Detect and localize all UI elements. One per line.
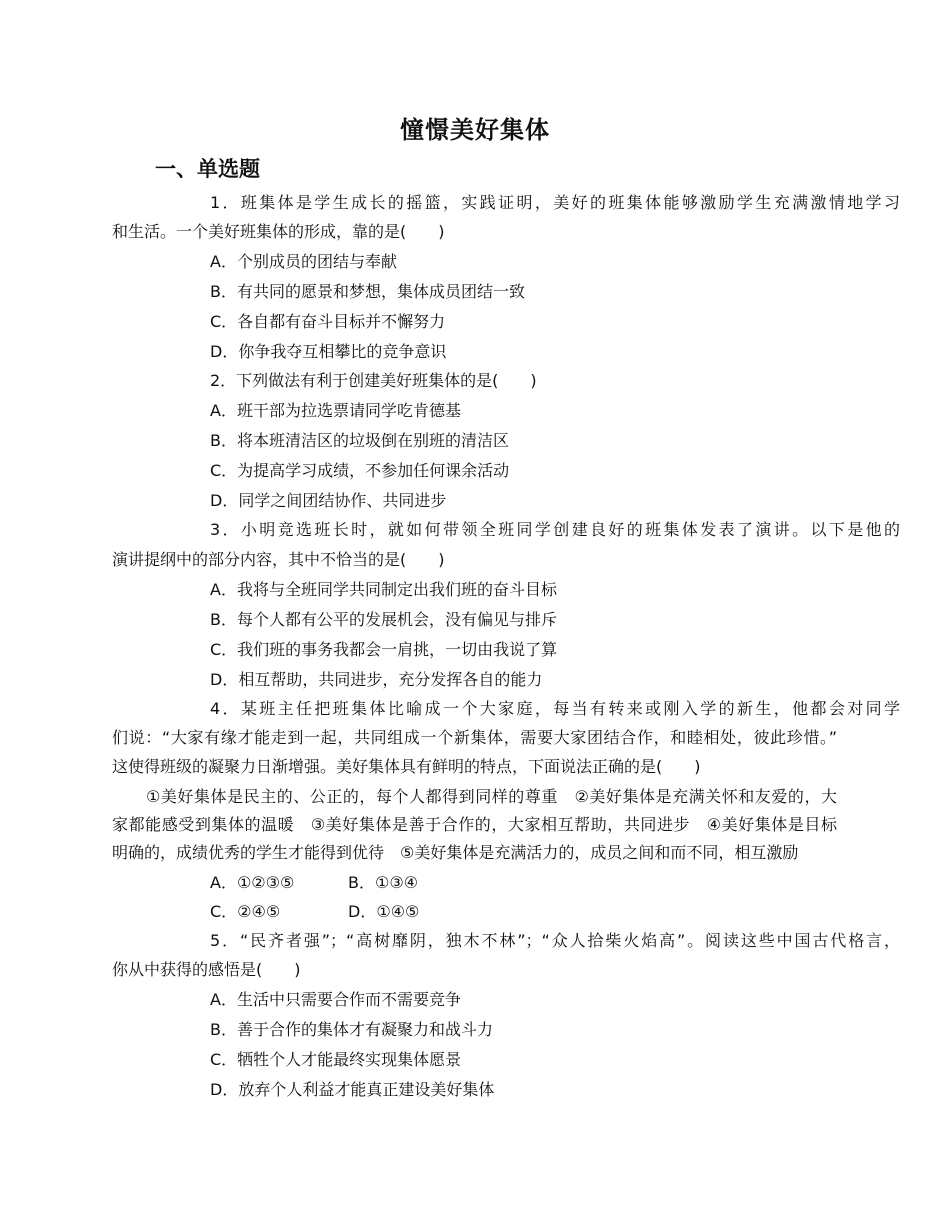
question-3-option-a: A．我将与全班同学共同制定出我们班的奋斗目标	[210, 580, 557, 599]
document-title: 憧憬美好集体	[400, 116, 550, 144]
question-4-option-d: D．①④⑤	[348, 902, 420, 921]
question-5-option-c: C．牺牲个人才能最终实现集体愿景	[210, 1050, 462, 1069]
question-4-option-a: A．①②③⑤	[210, 873, 295, 892]
question-2-stem-line-1: 2．下列做法有利于创建美好班集体的是( )	[210, 371, 537, 390]
question-5-stem-line-1: 5．“民齐者强”；“高树靡阴，独木不林”；“众人拾柴火焰高”。阅读这些中国古代格言，	[210, 931, 900, 950]
section-heading: 一、单选题	[155, 157, 260, 181]
question-1-stem-line-1: 1．班集体是学生成长的摇篮，实践证明，美好的班集体能够激励学生充满激情地学习	[210, 193, 900, 212]
question-2-option-b: B．将本班清洁区的垃圾倒在别班的清洁区	[210, 431, 509, 450]
question-1-option-a: A．个别成员的团结与奉献	[210, 252, 397, 271]
question-4-statements-line-1: ①美好集体是民主的、公正的，每个人都得到同样的尊重 ②美好集体是充满关怀和友爱的，大	[146, 787, 837, 806]
question-4-statements-line-2: 家都能感受到集体的温暖 ③美好集体是善于合作的，大家相互帮助，共同进步 ④美好集体是目标	[112, 815, 837, 834]
question-5-option-a: A．生活中只需要合作而不需要竞争	[210, 990, 461, 1009]
question-3-stem-line-1: 3．小明竞选班长时，就如何带领全班同学创建良好的班集体发表了演讲。以下是他的	[210, 520, 900, 539]
question-3-option-d: D．相互帮助，共同进步，充分发挥各自的能力	[210, 670, 543, 689]
question-3-stem-line-2: 演讲提纲中的部分内容，其中不恰当的是( )	[112, 550, 445, 569]
question-4-statements-line-3: 明确的，成绩优秀的学生才能得到优待 ⑤美好集体是充满活力的，成员之间和而不同，相互激励	[112, 843, 799, 862]
question-1-option-b: B．有共同的愿景和梦想，集体成员团结一致	[210, 282, 525, 301]
question-3-option-b: B．每个人都有公平的发展机会，没有偏见与排斥	[210, 610, 557, 629]
question-2-option-d: D．同学之间团结协作、共同进步	[210, 491, 447, 510]
question-2-option-c: C．为提高学习成绩，不参加任何课余活动	[210, 461, 510, 480]
question-1-option-c: C．各自都有奋斗目标并不懈努力	[210, 312, 446, 331]
question-4-stem-line-2: 们说：“大家有缘才能走到一起，共同组成一个新集体，需要大家团结合作，和睦相处，彼此珍惜。”	[112, 728, 837, 747]
question-1-stem-line-2: 和生活。一个美好班集体的形成，靠的是( )	[112, 222, 445, 241]
question-3-option-c: C．我们班的事务我都会一肩挑，一切由我说了算	[210, 640, 558, 659]
question-1-option-d: D．你争我夺互相攀比的竞争意识	[210, 342, 447, 361]
question-4-option-b: B．①③④	[348, 873, 419, 892]
question-4-stem-line-1: 4．某班主任把班集体比喻成一个大家庭，每当有转来或刚入学的新生，他都会对同学	[210, 699, 900, 718]
question-4-option-c: C．②④⑤	[210, 902, 281, 921]
question-4-stem-line-3: 这使得班级的凝聚力日渐增强。美好集体具有鲜明的特点，下面说法正确的是( )	[112, 757, 701, 776]
question-5-option-b: B．善于合作的集体才有凝聚力和战斗力	[210, 1020, 493, 1039]
question-5-option-d: D．放弃个人利益才能真正建设美好集体	[210, 1080, 495, 1099]
question-2-option-a: A．班干部为拉选票请同学吃肯德基	[210, 401, 461, 420]
question-5-stem-line-2: 你从中获得的感悟是( )	[112, 960, 301, 979]
